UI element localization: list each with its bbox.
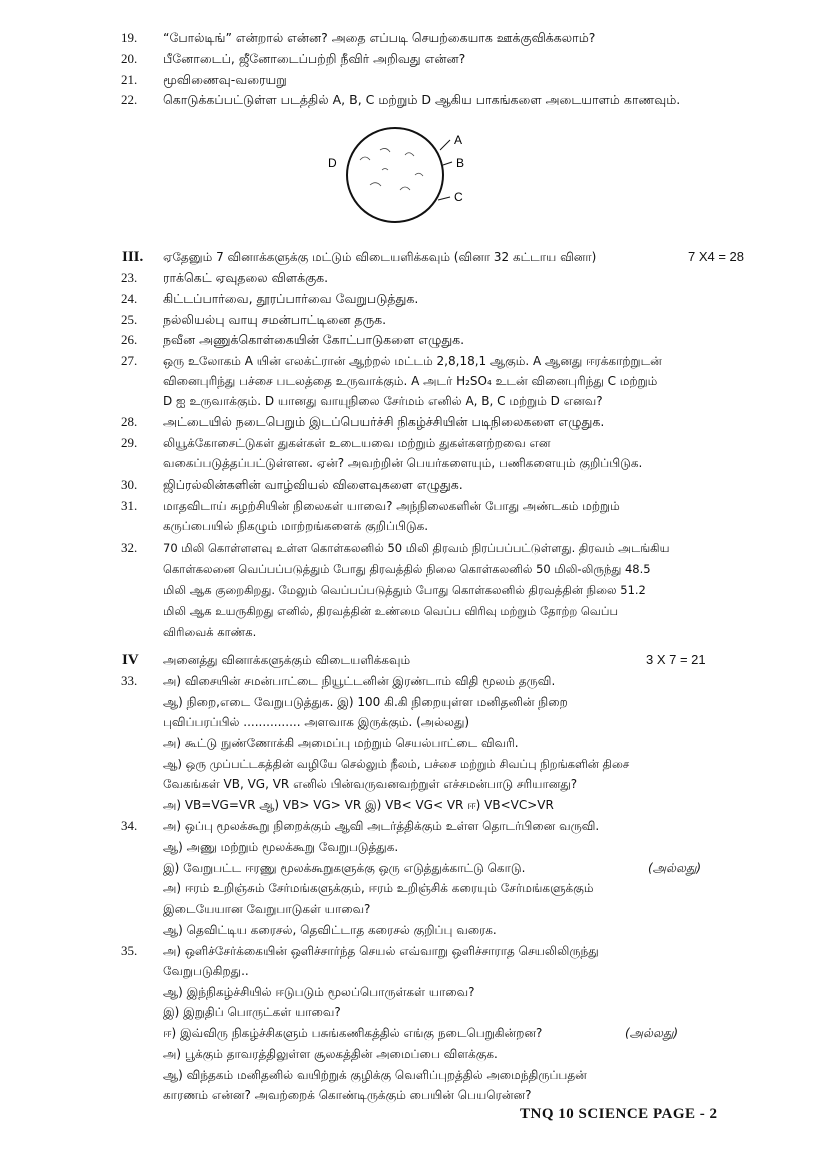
question-text: ஆ) இந்நிகழ்ச்சியில் ஈடுபடும் மூலப்பொருள்கள் யாவை? (163, 985, 475, 999)
question-text: புவிப்பரப்பில் ............... அளவாக இருக்கும். (அல்லது) (163, 715, 470, 729)
question-text: காரணம் என்ன? அவற்றைக் கொண்டிருக்கும் பையின் பெயரென்ன? (163, 1088, 532, 1102)
question-number: 33. (121, 673, 138, 688)
question-text: இடையேயான வேறுபாடுகள் யாவை? (163, 902, 371, 916)
question-number: 26. (121, 332, 138, 347)
question-text: அ) ஈரம் உறிஞ்சும் சேர்மங்களுக்கும், ஈரம் உறிஞ்சிக் கரையும் சேர்மங்களுக்கும் (163, 881, 594, 895)
question-text: மிலி ஆக குறைகிறது. மேலும் வெப்பப்படுத்தும் போது கொள்கலனில் திரவத்தின் நிலை 51.2 (163, 583, 646, 597)
question-text: கிட்டப்பார்வை, தூரப்பார்வை வேறுபடுத்துக. (163, 291, 419, 306)
section-marks: 3 X 7 = 21 (646, 652, 706, 667)
question-text: ராக்கெட் ஏவுதலை விளக்குக. (163, 270, 329, 285)
section-heading: ஏதேனும் 7 வினாக்களுக்கு மட்டும் விடையளிக்கவும் (வினா 32 கட்டாய வினா) (163, 250, 597, 264)
question-text: ஆ) தெவிட்டிய கரைசல், தெவிட்டாத கரைசல் குறிப்பு வரைக. (163, 923, 497, 937)
question-text: வேகங்கள் VB, VG, VR எனில் பின்வருவனவற்றுள் எச்சமன்பாடு சரியானது? (163, 777, 578, 791)
question-text: மூவிணைவு-வரையறு (163, 72, 287, 87)
question-number: 35. (121, 943, 138, 958)
question-text: அட்டையில் நடைபெறும் இடப்பெயர்ச்சி நிகழ்ச்சியின் படிநிலைகளை எழுதுக. (163, 414, 605, 429)
question-text: அ) பூக்கும் தாவரத்திலுள்ள சூலகத்தின் அமைப்பை விளக்குக. (163, 1047, 498, 1061)
question-number: 34. (121, 818, 138, 833)
question-text: பீனோடைப், ஜீனோடைப்பற்றி நீவிர் அறிவது என்ன? (163, 51, 466, 66)
question-number: 30. (121, 477, 138, 492)
question-text: “போல்டிங்” என்றால் என்ன? அதை எப்படி செயற்கையாக ஊக்குவிக்கலாம்? (163, 30, 596, 45)
question-text: ஈ) இவ்விரு நிகழ்ச்சிகளும் பசுங்கணிகத்தில் எங்கு நடைபெறுகின்றன? (163, 1026, 543, 1040)
question-text: அ) VB=VG=VR ஆ) VB> VG> VR இ) VB< VG< VR ஈ) VB<VC>VR (163, 798, 554, 812)
question-text: கருப்பையில் நிகழும் மாற்றங்களைக் குறிப்பிடுக. (163, 519, 429, 533)
question-number: 29. (121, 435, 138, 450)
section-heading: அனைத்து வினாக்களுக்கும் விடையளிக்கவும் (163, 653, 411, 667)
question-text: 70 மிலி கொள்ளளவு உள்ள கொள்கலனில் 50 மிலி திரவம் நிரப்பப்பட்டுள்ளது. திரவம் அடங்கிய (163, 541, 670, 555)
question-text: ஜிப்ரல்லின்களின் வாழ்வியல் விளைவுகளை எழுதுக. (163, 477, 463, 492)
question-number: 23. (121, 270, 138, 285)
section-number: IV (122, 652, 139, 668)
question-text: D ஐ உருவாக்கும். D யானது வாயுநிலை சேர்மம் எனில் A, B, C மற்றும் D எனவ? (163, 394, 603, 408)
question-text: கொள்கலனை வெப்பப்படுத்தும் போது திரவத்தில் நிலை கொள்கலனில் 50 மிலி-லிருந்து 48.5 (163, 562, 651, 576)
question-number: 21. (121, 72, 138, 87)
question-text: மிலி ஆக உயருகிறது எனில், திரவத்தின் உண்மை வெப்ப விரிவு மற்றும் தோற்ற வெப்ப (163, 604, 619, 618)
question-text: ஆ) அணு மற்றும் மூலக்கூறு வேறுபடுத்துக. (163, 840, 399, 854)
question-text: நல்லியல்பு வாயு சமன்பாட்டினை தருக. (163, 312, 387, 327)
label-c: C (454, 190, 463, 204)
question-number: 31. (121, 498, 138, 513)
question-text: ஆ) விந்தகம் மனிதனில் வயிற்றுக் குழிக்கு வெளிப்புறத்தில் அமைந்திருப்பதன் (163, 1068, 587, 1082)
question-number: 24. (121, 291, 138, 306)
question-text: நவீன அணுக்கொள்கையின் கோட்பாடுகளை எழுதுக. (163, 332, 465, 347)
question-number: 19. (121, 30, 138, 45)
question-text: கொடுக்கப்பட்டுள்ள படத்தில் A, B, C மற்றும் D ஆகிய பாகங்களை அடையாளம் காணவும். (163, 92, 681, 107)
question-text: அ) விசையின் சமன்பாட்டை நியூட்டனின் இரண்டாம் விதி மூலம் தருவி. (163, 674, 556, 688)
question-number: 22. (121, 92, 138, 107)
label-b: B (456, 156, 465, 170)
question-text: வகைப்படுத்தப்பட்டுள்ளன. ஏன்? அவற்றின் பெயர்களையும், பணிகளையும் குறிப்பிடுக. (163, 456, 643, 470)
question-text: வினைபுரிந்து பச்சை படலத்தை உருவாக்கும். A அடர் H₂SO₄ உடன் வினைபுரிந்து C மற்றும் (163, 374, 658, 388)
question-number: 27. (121, 353, 138, 368)
question-text: வேறுபடுகிறது.. (163, 964, 249, 978)
ovary-diagram (320, 120, 470, 230)
question-text: அ) கூட்டு நுண்ணோக்கி அமைப்பு மற்றும் செயல்பாட்டை விவரி. (163, 736, 519, 750)
question-number: 32. (121, 540, 138, 555)
question-number: 25. (121, 312, 138, 327)
question-number: 28. (121, 414, 138, 429)
section-number: III. (122, 249, 144, 265)
question-number: 20. (121, 51, 138, 66)
question-text: இ) வேறுபட்ட ஈரணு மூலக்கூறுகளுக்கு ஒரு எடுத்துக்காட்டு கொடு. (163, 861, 526, 875)
or-label: (அல்லது) (648, 861, 702, 875)
question-text: இ) இறுதிப் பொருட்கள் யாவை? (163, 1005, 341, 1019)
question-text: லியூக்கோசைட்டுகள் துகள்கள் உடையவை மற்றும் துகள்களற்றவை என (163, 436, 551, 450)
or-label: (அல்லது) (625, 1026, 679, 1040)
question-text: ஆ) ஒரு முப்பட்டகத்தின் வழியே செல்லும் நீலம், பச்சை மற்றும் சிவப்பு நிறங்களின் திசை (163, 757, 630, 771)
question-text: ஒரு உலோகம் A யின் எலக்ட்ரான் ஆற்றல் மட்டம் 2,8,18,1 ஆகும். A ஆனது ஈரக்காற்றுடன் (163, 354, 662, 368)
question-text: ஆ) நிறை,எடை வேறுபடுத்துக. இ) 100 கி.கி நிறையுள்ள மனிதனின் நிறை (163, 695, 568, 709)
label-a: A (454, 133, 463, 147)
label-d: D (328, 156, 337, 170)
question-text: மாதவிடாய் சுழற்சியின் நிலைகள் யாவை? அந்நிலைகளின் போது அண்டகம் மற்றும் (163, 499, 620, 513)
page-footer: TNQ 10 SCIENCE PAGE - 2 (520, 1106, 718, 1122)
question-text: விரிவைக் காண்க. (163, 625, 257, 639)
section-marks: 7 X4 = 28 (688, 249, 745, 264)
question-text: அ) ஒளிச்சேர்க்கையின் ஒளிச்சார்ந்த செயல் எவ்வாறு ஒளிச்சாராத செயலிலிருந்து (163, 944, 599, 958)
question-text: அ) ஒப்பு மூலக்கூறு நிறைக்கும் ஆவி அடர்த்திக்கும் உள்ள தொடர்பினை வருவி. (163, 819, 600, 833)
